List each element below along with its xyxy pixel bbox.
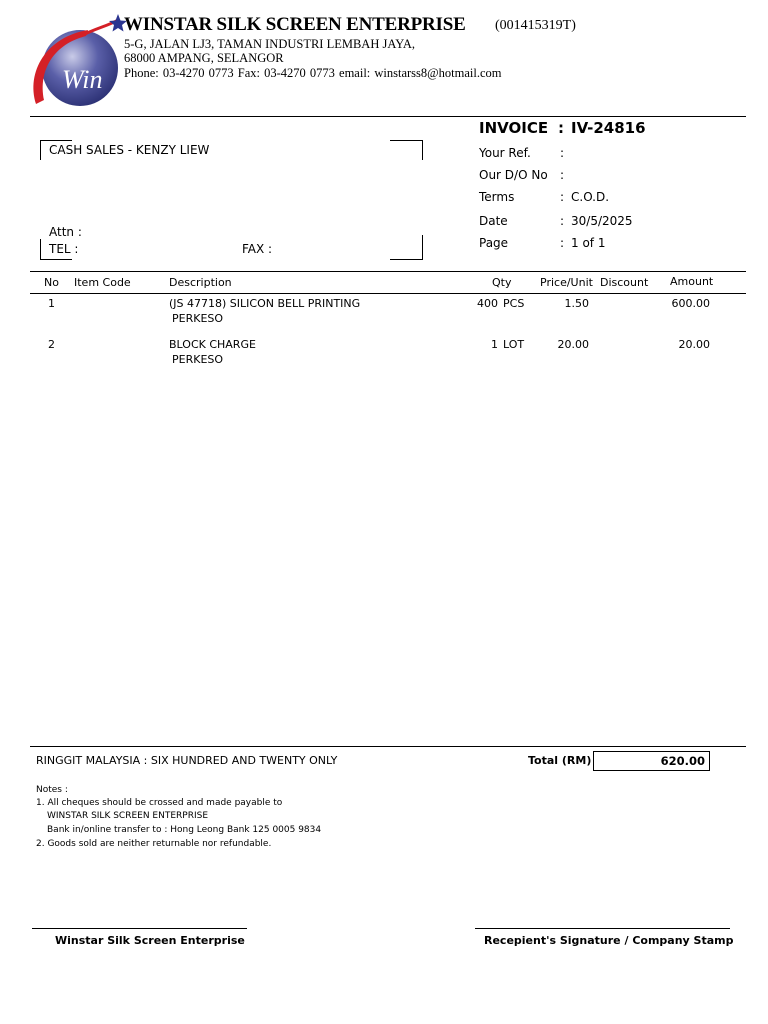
invoice-colon: : (558, 119, 564, 137)
row-1-description: (JS 47718) SILICON BELL PRINTING (169, 297, 361, 310)
date-label: Date (479, 214, 508, 228)
row-2-qty: 1 (491, 338, 498, 351)
attn-label: Attn : (49, 225, 82, 239)
terms-label: Terms (479, 190, 515, 204)
notes-line-2: WINSTAR SILK SCREEN ENTERPRISE (47, 811, 209, 821)
col-header-no: No (44, 276, 59, 289)
invoice-label: INVOICE (479, 119, 549, 137)
address-line-1: 5-G, JALAN LJ3, TAMAN INDUSTRI LEMBAH JAYA, (124, 37, 416, 51)
left-signature-line (32, 928, 247, 929)
col-header-item-code: Item Code (74, 276, 131, 289)
col-header-qty: Qty (492, 276, 512, 289)
billto-bracket-top-left (40, 140, 72, 141)
your-ref-colon: : (560, 146, 565, 160)
contact-line: Phone: 03-4270 0773 Fax: 03-4270 0773 email: winstarss8@hotmail.com (124, 66, 502, 80)
right-signature-line (475, 928, 730, 929)
billto-bracket-right-bottom (422, 235, 423, 260)
total-value: 620.00 (660, 754, 705, 768)
logo-text: Win (62, 65, 103, 94)
row-2-description: BLOCK CHARGE (169, 338, 256, 351)
notes-line-1: 1. All cheques should be crossed and made payable to (36, 798, 283, 808)
billto-bracket-bottom-left (40, 259, 72, 260)
table-header-rule (30, 293, 746, 294)
terms-colon: : (560, 190, 565, 204)
tel-label: TEL : (49, 242, 79, 256)
fax-label: FAX : (242, 242, 273, 256)
col-header-amount: Amount (670, 275, 714, 288)
col-header-price-unit: Price/Unit (540, 276, 593, 289)
billto-bracket-left-top (40, 140, 41, 160)
row-2-uom: LOT (503, 338, 525, 351)
billto-bracket-bottom-right (390, 259, 423, 260)
total-box (593, 751, 710, 771)
do-no-colon: : (560, 168, 565, 182)
notes-line-4: 2. Goods sold are neither returnable nor refundable. (36, 839, 272, 849)
header-divider (30, 116, 746, 117)
amount-in-words: RINGGIT MALAYSIA : SIX HUNDRED AND TWENTY ONLY (36, 754, 338, 767)
page-value: 1 of 1 (571, 236, 606, 250)
your-ref-label: Your Ref. (479, 146, 531, 160)
row-1-sub-description: PERKESO (172, 312, 224, 325)
do-no-label: Our D/O No (479, 168, 548, 182)
billto-bracket-right-top (422, 140, 423, 160)
notes-title: Notes : (36, 785, 68, 795)
table-top-rule (30, 271, 746, 272)
page-colon: : (560, 236, 565, 250)
totals-rule (30, 746, 746, 747)
notes-line-3: Bank in/online transfer to : Hong Leong Bank 125 0005 9834 (47, 825, 322, 835)
row-1-no: 1 (48, 297, 55, 310)
row-1-amount: 600.00 (671, 297, 710, 310)
right-signature-label: Recepient's Signature / Company Stamp (484, 934, 734, 947)
row-2-price: 20.00 (557, 338, 589, 351)
customer-name: CASH SALES - KENZY LIEW (49, 143, 210, 157)
company-logo (26, 12, 126, 110)
row-1-price: 1.50 (564, 297, 589, 310)
company-reg-no: (001415319T) (495, 18, 576, 33)
address-line-2: 68000 AMPANG, SELANGOR (124, 51, 284, 65)
total-label: Total (RM) (528, 754, 592, 767)
row-1-uom: PCS (503, 297, 525, 310)
row-2-sub-description: PERKESO (172, 353, 224, 366)
company-name: WINSTAR SILK SCREEN ENTERPRISE (124, 14, 466, 35)
row-1-qty: 400 (477, 297, 498, 310)
terms-value: C.O.D. (571, 190, 610, 204)
date-colon: : (560, 214, 565, 228)
invoice-number: IV-24816 (571, 119, 646, 137)
page-label: Page (479, 236, 509, 250)
row-2-no: 2 (48, 338, 55, 351)
billto-bracket-left-bottom (40, 239, 41, 260)
col-header-discount: Discount (600, 276, 649, 289)
date-value: 30/5/2025 (571, 214, 633, 228)
row-2-amount: 20.00 (678, 338, 710, 351)
billto-bracket-top-right (390, 140, 423, 141)
left-signature-label: Winstar Silk Screen Enterprise (55, 934, 245, 947)
col-header-description: Description (169, 276, 232, 289)
